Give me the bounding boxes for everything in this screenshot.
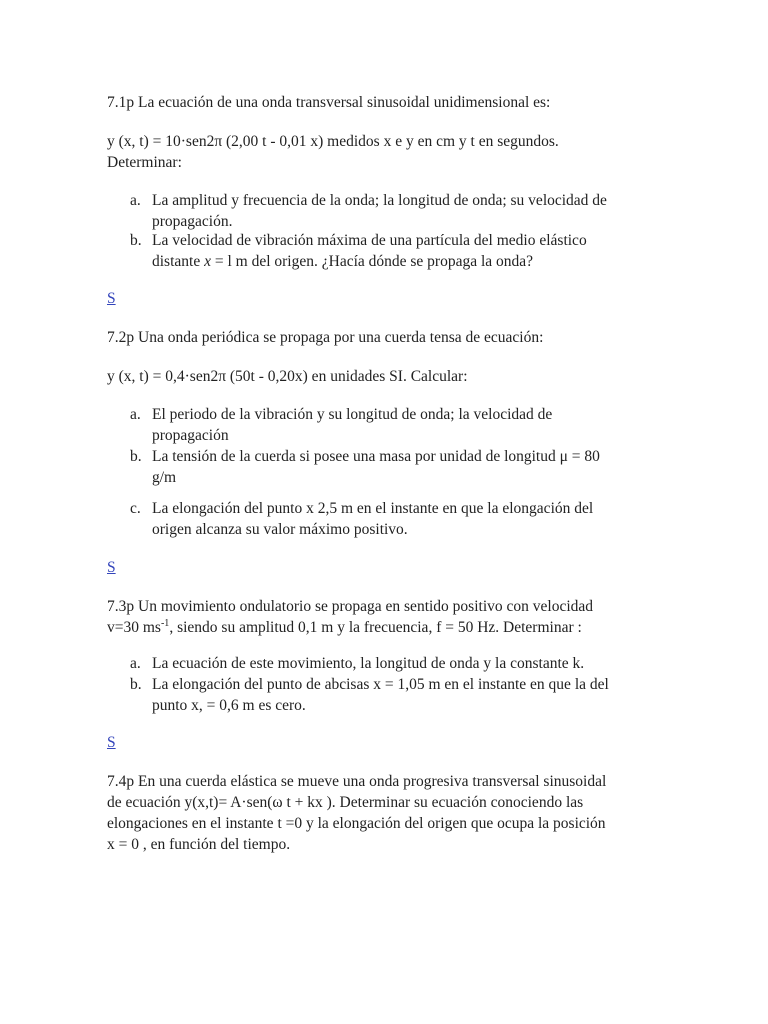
list-item-line: La elongación del punto de abcisas x = 1,05 m en el instante en que la del [152, 676, 609, 693]
list-marker: c. [130, 500, 141, 517]
text-run: distante [152, 253, 205, 270]
list-item-line: La velocidad de vibración máxima de una partícula del medio elástico [152, 232, 587, 249]
list-item-line: propagación [152, 427, 229, 444]
list-item-line [152, 251, 670, 272]
paragraph-line: x = 0 , en función del tiempo. [107, 836, 291, 853]
solution-link[interactable]: S [107, 290, 116, 307]
text-run: v=30 ms [107, 619, 161, 636]
problem-7-3-intro [107, 596, 667, 638]
list-item-line: La amplitud y frecuencia de la onda; la longitud de onda; su velocidad de [152, 192, 607, 209]
intro-line: 7.3p Un movimiento ondulatorio se propaga en sentido positivo con velocidad [107, 598, 594, 615]
list-marker: a. [130, 192, 141, 209]
paragraph-line: de ecuación y(x,t)= A·sen(ω t + kx ). Determinar su ecuación conociendo las [107, 794, 584, 811]
list-item-line: origen alcanza su valor máximo positivo. [152, 521, 408, 538]
list-item [130, 498, 670, 540]
equation-line: y (x, t) = 10·sen2π (2,00 t - 0,01 x) medidos x e y en cm y t en segundos. [107, 133, 559, 150]
list-item [130, 404, 670, 446]
list-item-line: g/m [152, 469, 177, 486]
list-marker: a. [130, 406, 141, 423]
list-item [130, 446, 670, 488]
text-run: = l m del origen. ¿Hacía dónde se propaga la onda? [210, 253, 534, 270]
list-item-line: La tensión de la cuerda si posee una masa por unidad de longitud μ = 80 [152, 448, 600, 465]
paragraph-line: elongaciones en el instante t =0 y la elongación del origen que ocupa la posición [107, 815, 606, 832]
list-marker: b. [130, 232, 142, 249]
list-item [130, 230, 670, 272]
list-marker: b. [130, 448, 142, 465]
problem-7-1-intro: 7.1p La ecuación de una onda transversal sinusoidal unidimensional es: [107, 94, 551, 111]
problem-7-4-text [107, 771, 667, 855]
list-item-line: La elongación del punto x 2,5 m en el instante en que la elongación del [152, 500, 594, 517]
list-item [130, 190, 670, 232]
list-marker: a. [130, 655, 141, 672]
list-item-line: La ecuación de este movimiento, la longitud de onda y la constante k. [152, 655, 585, 672]
text-run: , siendo su amplitud 0,1 m y la frecuencia, f = 50 Hz. Determinar : [169, 619, 582, 636]
problem-7-2-equation: y (x, t) = 0,4·sen2π (50t - 0,20x) en unidades SI. Calcular: [107, 368, 468, 385]
intro-line [107, 617, 667, 638]
solution-link[interactable]: S [107, 559, 116, 576]
solution-link[interactable]: S [107, 734, 116, 751]
problem-7-2-intro: 7.2p Una onda periódica se propaga por una cuerda tensa de ecuación: [107, 329, 544, 346]
list-item-line: propagación. [152, 213, 233, 230]
superscript: -1 [160, 618, 170, 629]
list-marker: b. [130, 676, 142, 693]
problem-7-1-equation [107, 131, 667, 173]
list-item [130, 674, 670, 716]
variable-x: x [204, 253, 211, 270]
list-item [130, 653, 670, 674]
list-item-line: punto x, = 0,6 m es cero. [152, 697, 306, 714]
equation-line: Determinar: [107, 154, 182, 171]
list-item-line: El periodo de la vibración y su longitud de onda; la velocidad de [152, 406, 553, 423]
paragraph-line: 7.4p En una cuerda elástica se mueve una onda progresiva transversal sinusoidal [107, 773, 607, 790]
